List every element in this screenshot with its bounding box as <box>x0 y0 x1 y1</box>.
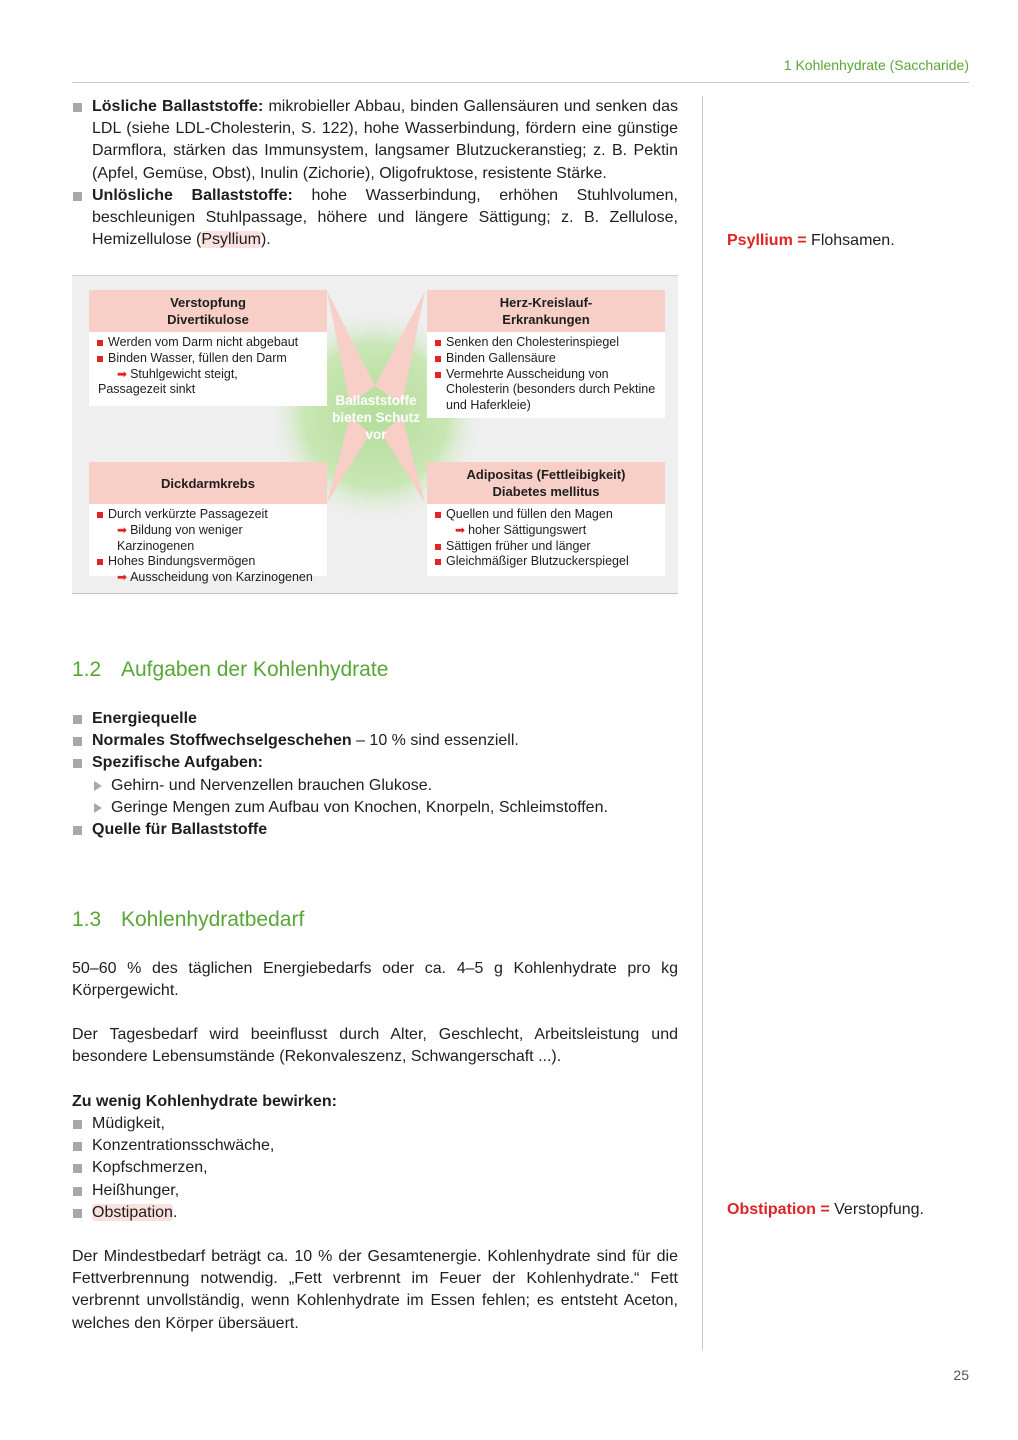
arrow-right-icon: ➡ <box>117 522 128 537</box>
highlighted-term: Psyllium <box>201 231 261 249</box>
box-body-constipation: Werden vom Darm nicht abgebaut Binden Wasser, füllen den Darm ➡ Stuhlgewicht steigt, Passagezeit sinkt <box>89 332 327 406</box>
arrow-right-icon: ➡ <box>455 522 466 537</box>
section-heading-1-2: 1.2 Aufgaben der Kohlenhydrate <box>72 658 389 681</box>
box-body-cardiovascular: Senken den Cholesterinspiegel Binden Gallensäure Vermehrte Ausscheidung von Cholesterin (besonders durch Pektine und Haferkleie) <box>427 332 665 418</box>
box-title-obesity-diabetes: Adipositas (Fettleibigkeit) Diabetes mellitus <box>427 462 665 504</box>
list-item: Obstipation. <box>72 1202 678 1224</box>
deficiency-list <box>72 1113 678 1224</box>
list-item: Quelle für Ballaststoffe <box>72 819 678 841</box>
sub-list-item: Geringe Mengen zum Aufbau von Knochen, Knorpeln, Schleimstoffen. <box>72 797 678 819</box>
fiber-list <box>72 96 678 251</box>
box-body-obesity-diabetes: Quellen und füllen den Magen ➡ hoher Sättigungswert Sättigen früher und länger Gleichmäßiger Blutzuckerspiegel <box>427 504 665 576</box>
side-note-psyllium: Psyllium = Flohsamen. <box>727 232 895 249</box>
list-item: Unlösliche Ballaststoffe: hohe Wasserbindung, erhöhen Stuhlvolumen, beschleunigen Stuhlpassage, höhere und längere Sättigung; z. B. Zellulose, Hemizellulose (Psyllium). <box>72 185 678 252</box>
running-head: 1 Kohlenhydrate (Saccharide) <box>783 57 969 73</box>
sub-list-item: Gehirn- und Nervenzellen brauchen Glukose. <box>72 775 678 797</box>
diagram-center-label: Ballaststoffe bieten Schutz vor <box>332 393 420 442</box>
paragraph: Der Tagesbedarf wird beeinflusst durch Alter, Geschlecht, Arbeitsleistung und besondere Lebensumstände (Rekonvaleszenz, Schwangerschaft ...). <box>72 1026 678 1066</box>
list-item: Spezifische Aufgaben: <box>72 752 678 774</box>
list-item: Heißhunger, <box>72 1180 678 1202</box>
highlighted-term: Obstipation <box>92 1203 173 1221</box>
tasks-list <box>72 708 678 841</box>
list-item: Lösliche Ballaststoffe: mikrobieller Abbau, binden Gallensäuren und senken das LDL (siehe LDL-Cholesterin, S. 122), hohe Wasserbindung, fördern eine günstige Darmflora, stärken das Immunsystem, langsamer Blutzuckeranstieg; z. B. Pektin (Apfel, Gemüse, Obst), Inulin (Zichorie), Oligofruktose, resistente Stärke. <box>72 96 678 185</box>
list-item: Kopfschmerzen, <box>72 1157 678 1179</box>
section-heading-1-3: 1.3 Kohlenhydratbedarf <box>72 908 305 931</box>
box-title-cardiovascular: Herz-Kreislauf-Erkrankungen <box>427 290 665 332</box>
list-heading: Zu wenig Kohlenhydrate bewirken: <box>72 1093 337 1110</box>
paragraph: 50–60 % des täglichen Energiebedarfs oder ca. 4–5 g Kohlenhydrate pro kg Körpergewicht. <box>72 960 678 1000</box>
arrow-right-icon: ➡ <box>117 366 128 381</box>
page-number: 25 <box>953 1367 969 1383</box>
fiber-protection-diagram <box>72 275 678 594</box>
side-note-obstipation: Obstipation = Verstopfung. <box>727 1201 924 1218</box>
list-item: Energiequelle <box>72 708 678 730</box>
box-title-constipation: Verstopfung Divertikulose <box>89 290 327 332</box>
arrow-right-icon: ➡ <box>117 570 128 585</box>
box-body-colon-cancer: Durch verkürzte Passagezeit ➡ Bildung von weniger Karzinogenen Hohes Bindungsvermögen ➡ Ausscheidung von Karzinogenen <box>89 504 327 576</box>
margin-rule <box>702 96 703 1350</box>
list-item: Normales Stoffwechselgeschehen – 10 % sind essenziell. <box>72 730 678 752</box>
list-item: Konzentrationsschwäche, <box>72 1135 678 1157</box>
paragraph: Der Mindestbedarf beträgt ca. 10 % der Gesamtenergie. Kohlenhydrate sind für die Fettverbrennung notwendig. „Fett verbrennt im Feuer der Kohlenhydrate.“ Fett verbrennt unvollständig, wenn Kohlenhydrate im Essen fehlen; es entsteht Aceton, welches den Körper übersäuert. <box>72 1248 678 1332</box>
header-rule <box>72 82 969 83</box>
list-item: Müdigkeit, <box>72 1113 678 1135</box>
box-title-colon-cancer: Dickdarmkrebs <box>89 462 327 504</box>
